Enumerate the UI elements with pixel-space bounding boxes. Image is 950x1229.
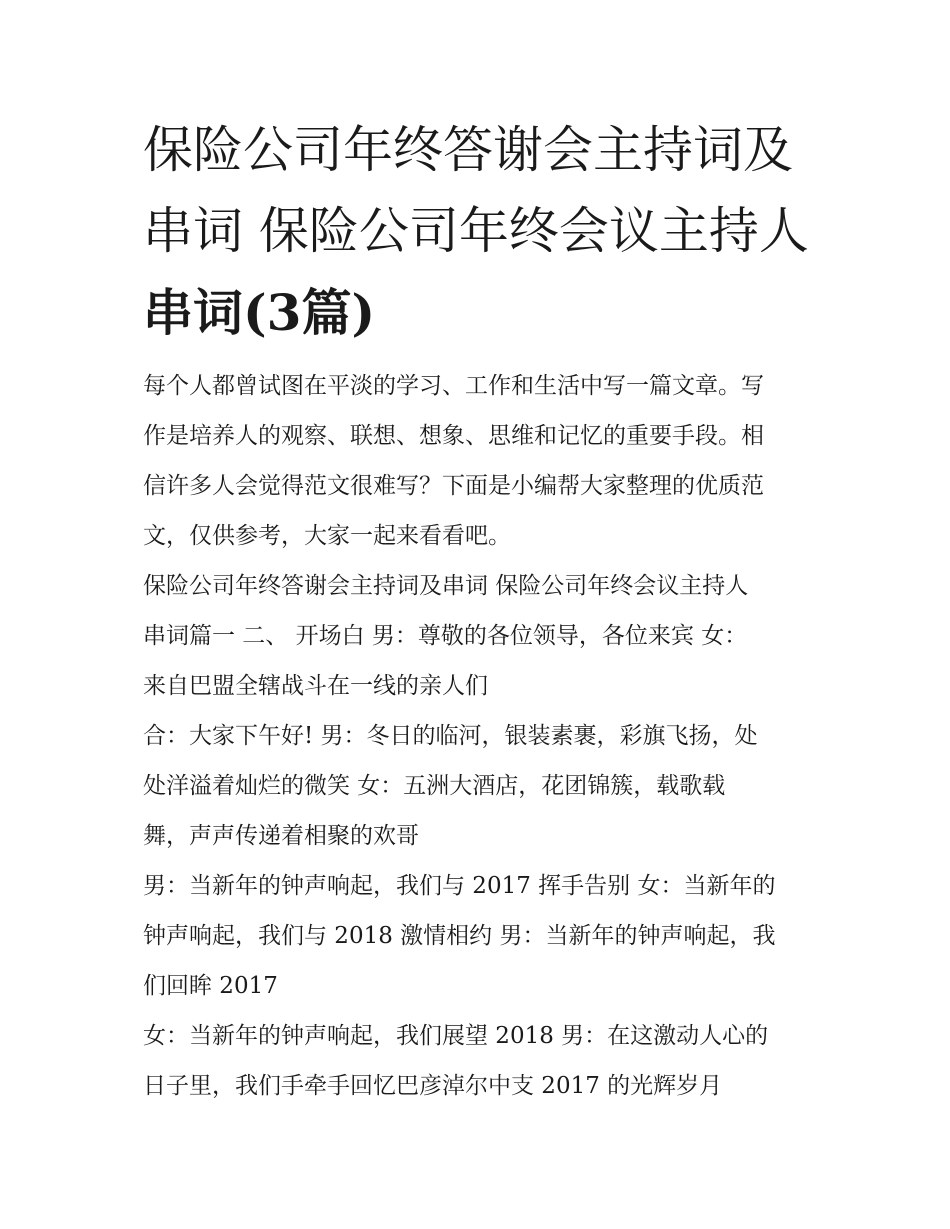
paragraph-line: 作是培养人的观察、联想、想象、思维和记忆的重要手段。相 xyxy=(143,423,764,449)
intro-paragraph xyxy=(143,361,813,561)
body-paragraph xyxy=(143,561,813,711)
paragraph-line: 文，仅供参考，大家一起来看看吧。 xyxy=(143,523,511,549)
paragraph-line: 串词篇一 二、 开场白 男：尊敬的各位领导，各位来宾 女： xyxy=(143,623,748,649)
title-line: 保险公司年终答谢会主持词及 xyxy=(143,121,793,179)
paragraph-line: 信许多人会觉得范文很难写？下面是小编帮大家整理的优质范 xyxy=(143,473,764,499)
paragraph-line: 处洋溢着灿烂的微笑 女：五洲大酒店，花团锦簇，载歌载 xyxy=(143,773,726,799)
paragraph-line: 们回眸 2017 xyxy=(143,973,278,999)
document-content xyxy=(143,110,813,1111)
paragraph-line: 舞，声声传递着相聚的欢哥 xyxy=(143,823,419,849)
paragraph-line: 男：当新年的钟声响起，我们与 2017 挥手告别 女：当新年的 xyxy=(143,873,776,899)
body-paragraph xyxy=(143,711,813,861)
paragraph-line: 每个人都曾试图在平淡的学习、工作和生活中写一篇文章。写 xyxy=(143,373,764,399)
title-line: 串词(3篇) xyxy=(143,283,376,342)
paragraph-line: 来自巴盟全辖战斗在一线的亲人们 xyxy=(143,673,488,699)
paragraph-line: 日子里，我们手牵手回忆巴彦淖尔中支 2017 的光辉岁月 xyxy=(143,1073,723,1099)
paragraph-line: 保险公司年终答谢会主持词及串词 保险公司年终会议主持人 xyxy=(143,573,749,599)
document-title xyxy=(143,110,813,353)
body-paragraph xyxy=(143,861,813,1011)
paragraph-line: 合：大家下午好! 男：冬日的临河，银装素裹，彩旗飞扬，处 xyxy=(143,723,758,749)
paragraph-line: 女：当新年的钟声响起，我们展望 2018 男：在这激动人心的 xyxy=(143,1023,769,1049)
body-paragraph xyxy=(143,1011,813,1111)
paragraph-line: 钟声响起，我们与 2018 激情相约 男：当新年的钟声响起，我 xyxy=(143,923,776,949)
title-line: 串词 保险公司年终会议主持人 xyxy=(143,202,809,260)
